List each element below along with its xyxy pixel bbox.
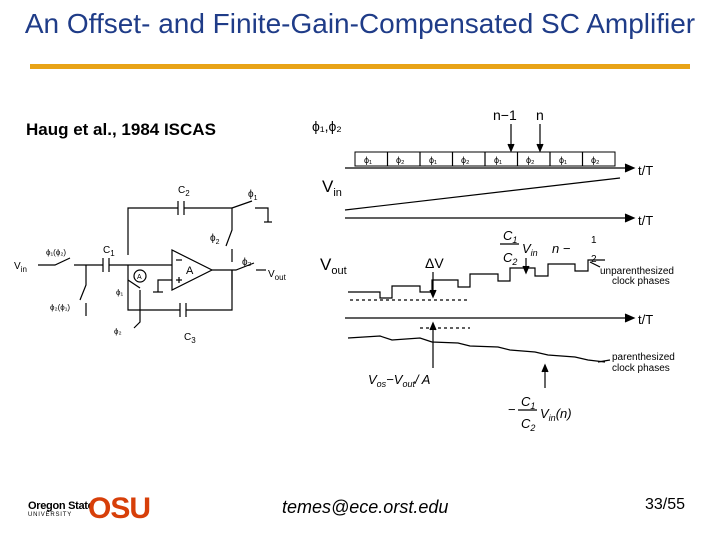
frac2-c1: $C_1$	[521, 394, 536, 411]
logo-subtext: UNIVERSITY	[28, 512, 73, 518]
frac2-c2: $C_2$	[521, 416, 536, 433]
clock-phases-label-2: clock phases	[612, 363, 670, 374]
half-num: 1	[591, 235, 597, 246]
vin-label: $V_{in}$	[14, 261, 27, 274]
osu-logo	[26, 492, 151, 526]
phase-cell: ϕ₂	[396, 155, 405, 165]
n-minus-1-label: n−1	[493, 107, 517, 123]
phase-cell: ϕ₂	[526, 155, 535, 165]
slide-title: An Offset- and Finite-Gain-Compensated SC Amplifier	[24, 8, 696, 39]
logo-mark: OSU	[88, 492, 151, 525]
phi2-mid-label: $\phi_2$	[210, 233, 220, 246]
logo-text: Oregon State	[28, 500, 94, 512]
phi1-top-label: $\phi_1$	[248, 189, 258, 202]
unparenthesized-label: unparenthesized	[600, 266, 674, 277]
neg-sign: −	[508, 402, 516, 417]
vin-axis-label: $V_{in}$	[322, 177, 342, 199]
vout-label: $V_{out}$	[268, 269, 286, 282]
parenthesized-label: parenthesized	[612, 352, 675, 363]
half-den: 2	[591, 254, 597, 265]
timing-labels	[312, 107, 675, 433]
timing-diagram	[345, 124, 634, 410]
frac-c1-top: $C_1$	[503, 228, 518, 245]
t-axis-label-1: t/T	[638, 163, 654, 178]
opamp-label: A	[186, 265, 194, 277]
sc-circuit	[38, 201, 272, 328]
n-half-expr: n −	[552, 241, 571, 256]
page-number: 33/55	[645, 496, 686, 513]
t-axis-label-2: t/T	[638, 213, 654, 228]
phase-cell: ϕ₁	[494, 155, 503, 165]
t-axis-label-3: t/T	[638, 312, 654, 327]
vout-axis-label: $V_{out}$	[320, 255, 347, 277]
phi1-low-label: ϕ₁	[116, 288, 124, 297]
node-a-label: A	[137, 274, 142, 281]
citation: Haug et al., 1984 ISCAS	[26, 120, 216, 139]
switch-in-label: ϕ₁(ϕ₂)	[46, 248, 67, 257]
phase-cells	[364, 155, 600, 165]
phase-cell: ϕ₂	[461, 155, 470, 165]
c2-label: $C_2$	[178, 185, 190, 198]
vin-n2-expr: $V_{in}(n)$	[540, 406, 572, 423]
phi2-out-label: ϕ₂	[242, 257, 252, 268]
vin-n-expr: $V_{in}$	[522, 241, 538, 258]
phase-cell: ϕ₁	[429, 155, 438, 165]
delta-v-label: ΔV	[425, 255, 444, 271]
switch-gnd-label: ϕ₂(ϕ₁)	[50, 303, 71, 312]
phase-cell: ϕ₁	[559, 155, 568, 165]
phases-label: ϕ₁,ϕ₂	[312, 118, 342, 134]
vos-expr: $V_{os}-V_{out}/$ A	[368, 372, 431, 389]
frac-c2-bottom: $C_2$	[503, 250, 518, 267]
c1-label: $C_1$	[103, 245, 115, 258]
clock-phases-label-1: clock phases	[612, 276, 670, 287]
n-label: n	[536, 107, 544, 123]
footer-email: temes@ece.orst.edu	[282, 497, 449, 517]
phase-cell: ϕ₁	[364, 155, 373, 165]
phi2-bottom-label: ϕ₂	[114, 327, 122, 336]
phase-cell: ϕ₂	[591, 155, 600, 165]
c3-label: $C_3$	[184, 332, 196, 345]
